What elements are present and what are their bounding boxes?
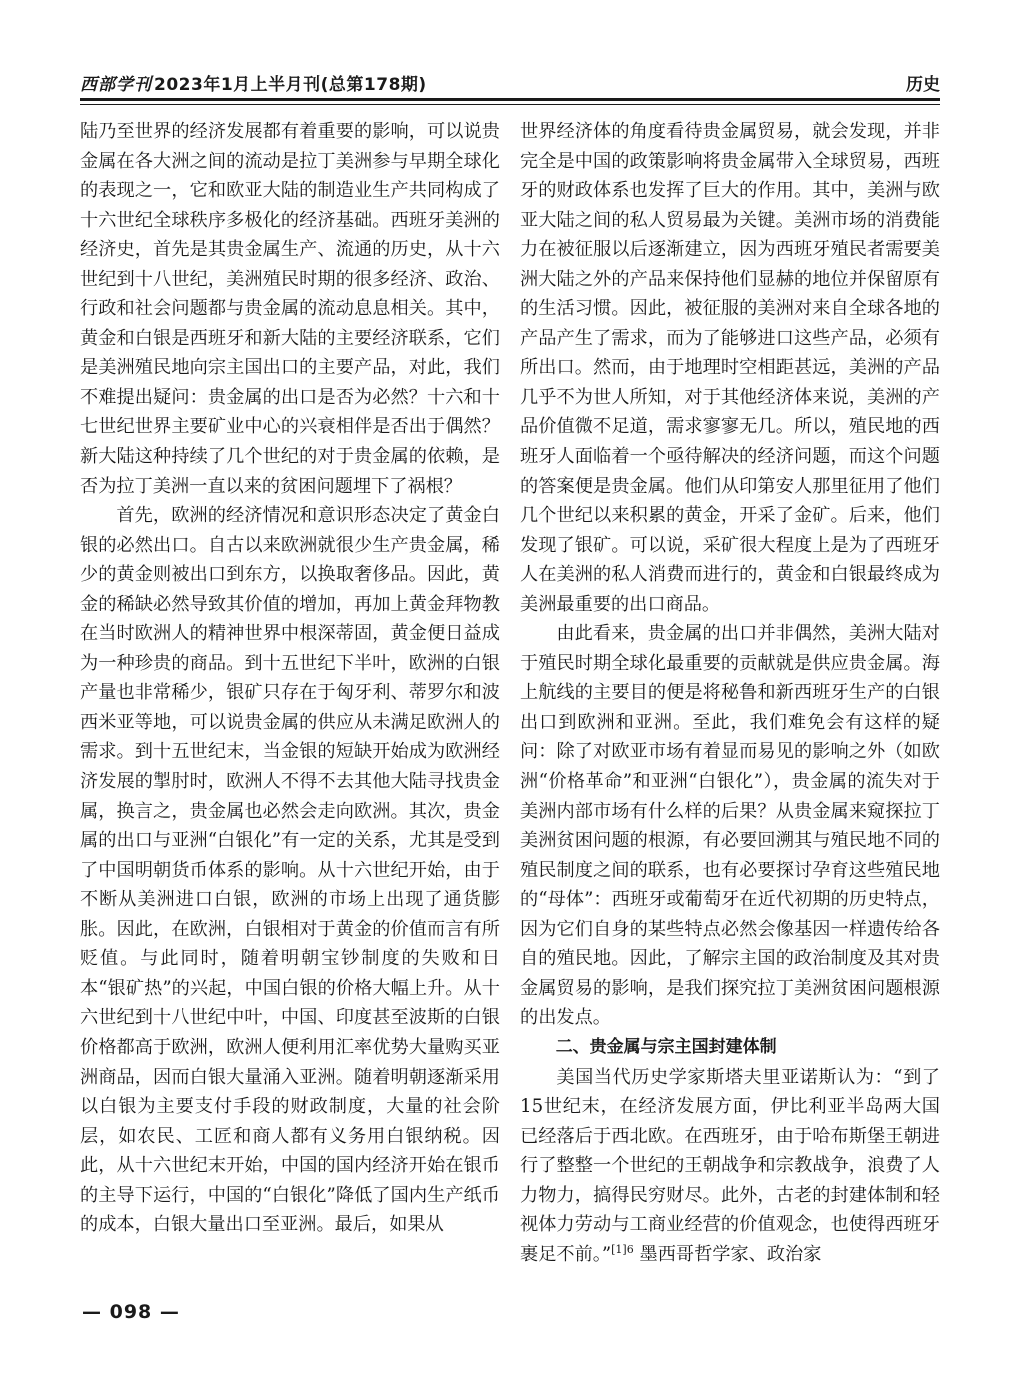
section-heading: 二、贵金属与宗主国封建体制 xyxy=(555,1036,777,1057)
header-rule-thin xyxy=(80,104,940,105)
citation-marker: [1]6 xyxy=(611,1242,634,1256)
section-name: 历史 xyxy=(906,75,940,95)
body-paragraph-with-citation xyxy=(520,1063,940,1270)
paragraph-tail: 墨西哥哲学家、政治家 xyxy=(633,1243,822,1265)
header-rule-thick xyxy=(80,98,940,101)
body-paragraph: 世界经济体的角度看待贵金属贸易，就会发现，并非完全是中国的政策影响将贵金属带入全球贸易，西班牙的财政体系也发挥了巨大的作用。其中，美洲与欧亚大陆之间的私人贸易最为关键。美洲市场的消费能力在被征服以后逐渐建立，因为西班牙殖民者需要美洲大陆之外的产品来保持他们显赫的地位并保留原有的生活习惯。因此，被征服的美洲对来自全球各地的产品产生了需求，而为了能够进口这些产品，必须有所出口。然而，由于地理时空相距甚远，美洲的产品几乎不为世人所知，对于其他经济体来说，美洲的产品价值微不足道，需求寥寥无几。所以，殖民地的西班牙人面临着一个亟待解决的经济问题，而这个问题的答案便是贵金属。他们从印第安人那里征用了他们几个世纪以来积累的黄金，开采了金矿。后来，他们发现了银矿。可以说，采矿很大程度上是为了西班牙人在美洲的私人消费而进行的，黄金和白银最终成为美洲最重要的出口商品。 xyxy=(520,121,940,615)
left-column xyxy=(80,117,500,1240)
journal-logo: 西部学刊 xyxy=(80,75,152,95)
quoted-text: 美国当代历史学家斯塔夫里亚诺斯认为：“到了15世纪末，在经济发展方面，伊比利亚半岛两大国已经落后于西北欧。在西班牙，由于哈布斯堡王朝进行了整整一个世纪的王朝战争和宗教战争，浪费了人力物力，搞得民穷财尽。此外，古老的封建体制和轻视体力劳动与工商业经营的价值观念，也使得西班牙裹足不前。” xyxy=(520,1066,940,1265)
running-header xyxy=(80,66,940,100)
journal-issue-line xyxy=(80,70,427,95)
page-number: — 098 — xyxy=(82,1301,180,1323)
right-column xyxy=(520,117,940,1269)
body-paragraph: 由此看来，贵金属的出口并非偶然，美洲大陆对于殖民时期全球化最重要的贡献就是供应贵金属。海上航线的主要目的便是将秘鲁和新西班牙生产的白银出口到欧洲和亚洲。至此，我们难免会有这样的疑问：除了对欧亚市场有着显而易见的影响之外（如欧洲“价格革命”和亚洲“白银化”），贵金属的流失对于美洲内部市场有什么样的后果？从贵金属来窥探拉丁美洲贫困问题的根源，有必要回溯其与殖民地不同的殖民制度之间的联系，也有必要探讨孕育这些殖民地的“母体”：西班牙或葡萄牙在近代初期的历史特点，因为它们自身的某些特点必然会像基因一样遗传给各自的殖民地。因此，了解宗主国的政治制度及其对贵金属贸易的影响，是我们探究拉丁美洲贫困问题根源的出发点。 xyxy=(520,623,940,1029)
body-paragraph: 陆乃至世界的经济发展都有着重要的影响，可以说贵金属在各大洲之间的流动是拉丁美洲参与早期全球化的表现之一，它和欧亚大陆的制造业生产共同构成了十六世纪全球秩序多极化的经济基础。西班牙美洲的经济史，首先是其贵金属生产、流通的历史，从十六世纪到十八世纪，美洲殖民时期的很多经济、政治、行政和社会问题都与贵金属的流动息息相关。其中，黄金和白银是西班牙和新大陆的主要经济联系，它们是美洲殖民地向宗主国出口的主要产品，对此，我们不难提出疑问：贵金属的出口是否为必然？十六和十七世纪世界主要矿业中心的兴衰相伴是否出于偶然？新大陆这种持续了几个世纪的对于贵金属的依赖，是否为拉丁美洲一直以来的贫困问题埋下了祸根？ xyxy=(80,121,500,497)
issue-info: 2023年1月上半月刊(总第178期) xyxy=(154,75,427,95)
body-paragraph: 首先，欧洲的经济情况和意识形态决定了黄金白银的必然出口。自古以来欧洲就很少生产贵金属，稀少的黄金则被出口到东方，以换取奢侈品。因此，黄金的稀缺必然导致其价值的增加，再加上黄金拜物教在当时欧洲人的精神世界中根深蒂固，黄金便日益成为一种珍贵的商品。到十五世纪下半叶，欧洲的白银产量也非常稀少，银矿只存在于匈牙利、蒂罗尔和波西米亚等地，可以说贵金属的供应从未满足欧洲人的需求。到十五世纪末，当金银的短缺开始成为欧洲经济发展的掣肘时，欧洲人不得不去其他大陆寻找贵金属，换言之，贵金属也必然会走向欧洲。其次，贵金属的出口与亚洲“白银化”有一定的关系，尤其是受到了中国明朝货币体系的影响。从十六世纪开始，由于不断从美洲进口白银，欧洲的市场上出现了通货膨胀。因此，在欧洲，白银相对于黄金的价值而言有所贬值。与此同时，随着明朝宝钞制度的失败和日本“银矿热”的兴起，中国白银的价格大幅上升。从十六世纪到十八世纪中叶，中国、印度甚至波斯的白银价格都高于欧洲，欧洲人便利用汇率优势大量购买亚洲商品，因而白银大量涌入亚洲。随着明朝逐渐采用以白银为主要支付手段的财政制度，大量的社会阶层，如农民、工匠和商人都有义务用白银纳税。因此，从十六世纪末开始，中国的国内经济开始在银币的主导下运行，中国的“白银化”降低了国内生产纸币的成本，白银大量出口至亚洲。最后，如果从 xyxy=(80,505,500,1236)
